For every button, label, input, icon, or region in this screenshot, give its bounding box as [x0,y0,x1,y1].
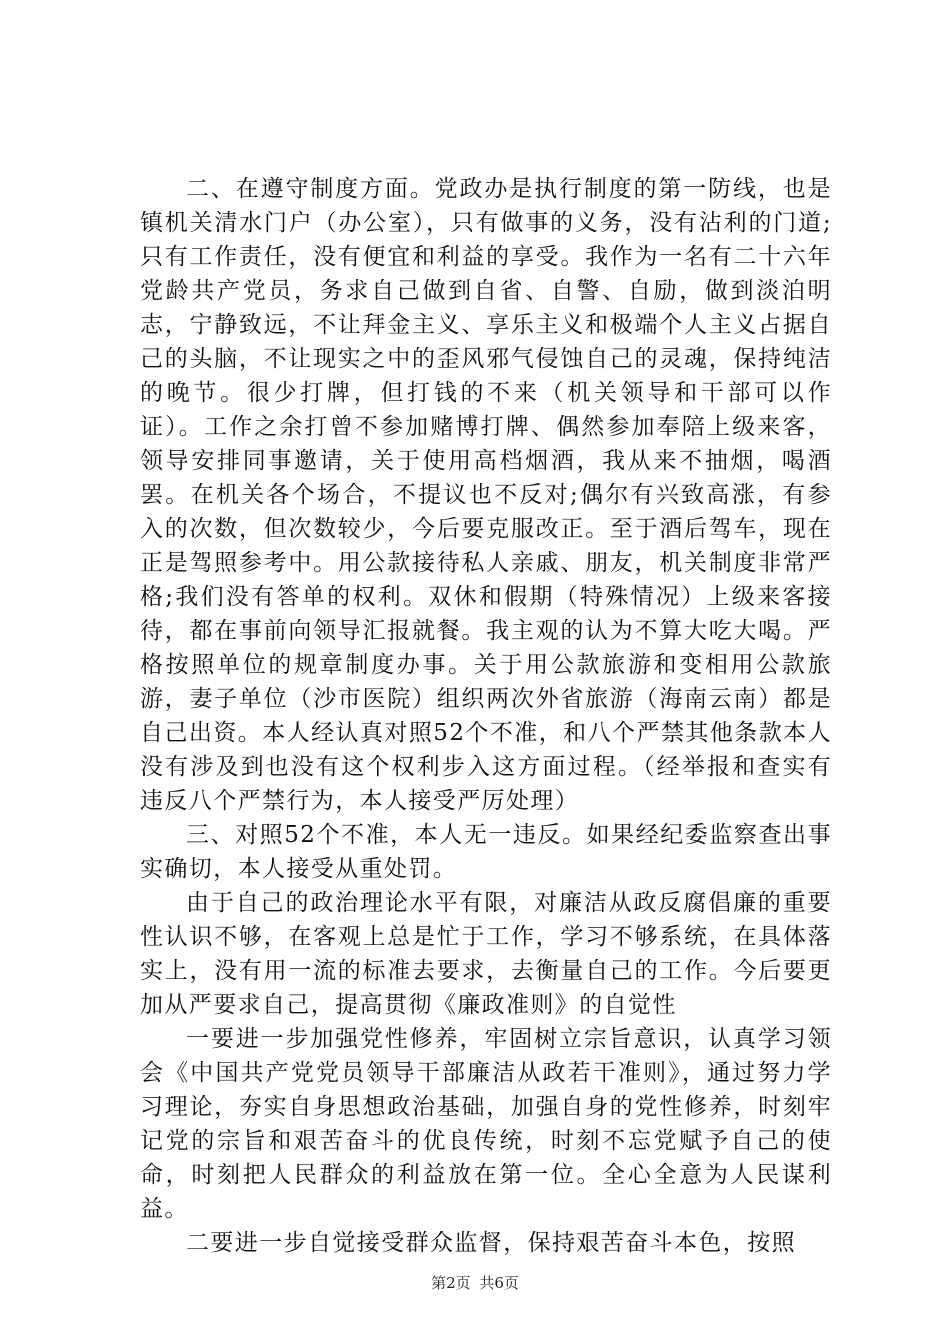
page-footer [0,1272,950,1293]
document-body [140,172,832,1260]
paragraph-mass-supervision: 二要进一步自觉接受群众监督，保持艰苦奋斗本色，按照 [186,1230,796,1256]
paragraph-party-cultivation: 一要进一步加强党性修养，牢固树立宗旨意识，认真学习领会《中国共产党党员领导干部廉洁从政若干准则》，通过努力学习理论，夯实自身思想政治基础，加强自身的党性修养，时刻牢记党的宗旨和艰苦奋斗的优良传统，时刻不忘党赋予自己的使命，时刻把人民群众的利益放在第一位。全心全意为人民谋利益。 [140,1026,832,1222]
paragraph-2-compliance: 二、在遵守制度方面。党政办是执行制度的第一防线，也是镇机关清水门户（办公室），只有做事的义务，没有沾利的门道;只有工作责任，没有便宜和利益的享受。我作为一名有二十六年党龄共产党员，务求自己做到自省、自警、自励，做到淡泊明志，宁静致远，不让拜金主义、享乐主义和极端个人主义占据自己的头脑，不让现实之中的歪风邪气侵蚀自己的灵魂，保持纯洁的晚节。很少打牌，但打钱的不来（机关领导和干部可以作证）。工作之余打曾不参加赌博打牌、偶然参加奉陪上级来客，领导安排同事邀请，关于使用高档烟酒，我从来不抽烟，喝酒罢。在机关各个场合，不提议也不反对;偶尔有兴致高涨，有参入的次数，但次数较少，今后要克服改正。至于酒后驾车，现在正是驾照参考中。用公款接待私人亲戚、朋友，机关制度非常严格;我们没有答单的权利。双休和假期（特殊情况）上级来客接待，都在事前向领导汇报就餐。我主观的认为不算大吃大喝。严格按照单位的规章制度办事。关于用公款旅游和变相用公款旅游，妻子单位（沙市医院）组织两次外省旅游（海南云南）都是自己出资。本人经认真对照52个不准，和八个严禁其他条款本人没有涉及到也没有这个权利步入这方面过程。（经举报和查实有违反八个严禁行为，本人接受严厉处理） [140,176,832,814]
page-number: 第2页 [431,1274,471,1292]
paragraph-self-assessment: 由于自己的政治理论水平有限，对廉洁从政反腐倡廉的重要性认识不够，在客观上总是忙于工作，学习不够系统，在具体落实上，没有用一流的标准去要求，去衡量自己的工作。今后要更加从严要求自己，提高贯彻《廉政准则》的自觉性 [140,890,832,1018]
paragraph-3-52-rules: 三、对照52个不准，本人无一违反。如果经纪委监察查出事实确切，本人接受从重处罚。 [140,822,832,882]
page-total: 共6页 [479,1274,519,1292]
